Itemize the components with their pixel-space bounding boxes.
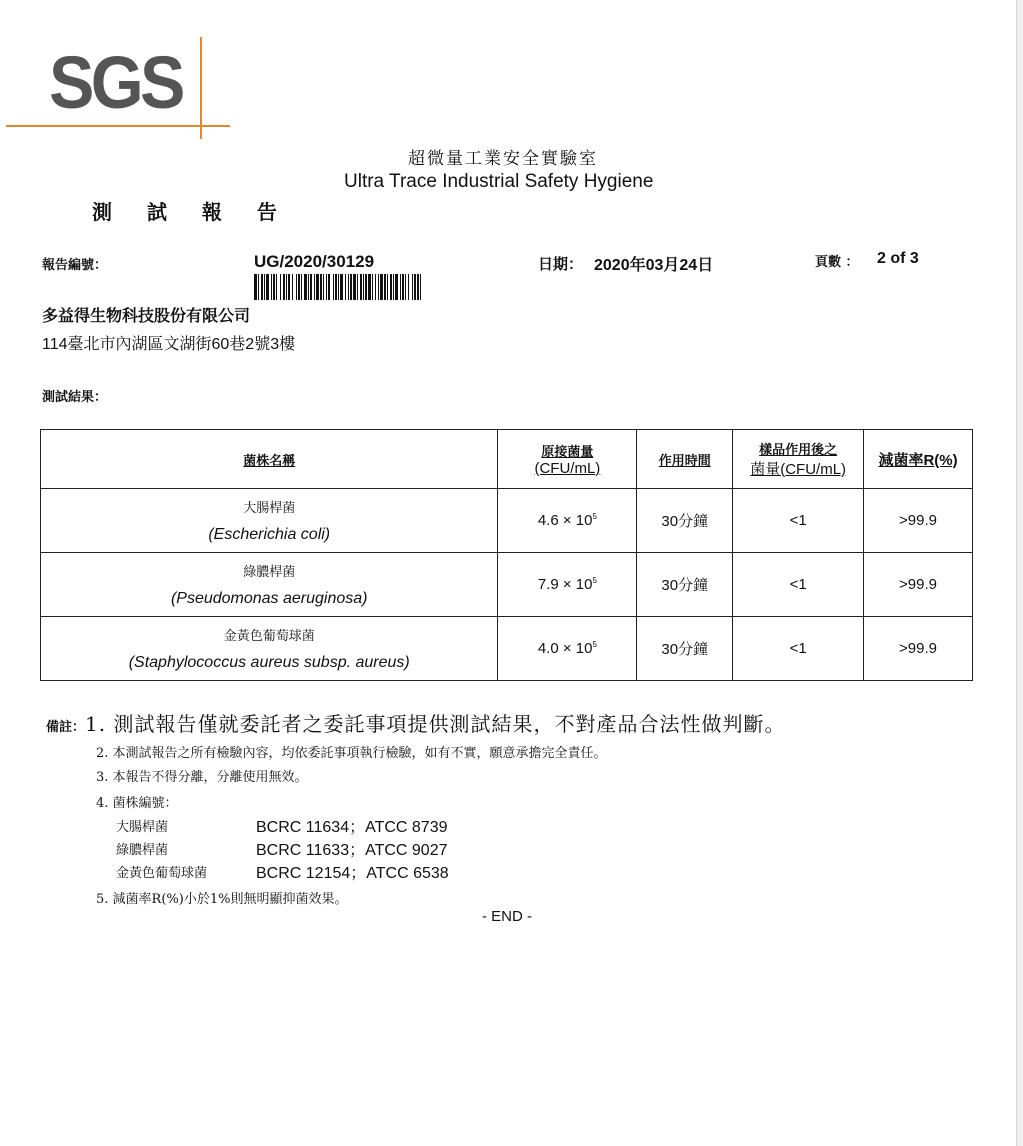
strain-name-zh: 綠膿桿菌 xyxy=(243,565,296,580)
note-1 xyxy=(46,708,785,737)
initial-count: $4.6 \times 10^5$ xyxy=(498,489,637,553)
contact-time: 30分鐘 xyxy=(637,553,733,617)
strain-code-name: 綠膿桿菌 xyxy=(116,843,169,858)
client-name: 多益得生物科技股份有限公司 xyxy=(42,308,251,325)
strain-name-zh: 大腸桿菌 xyxy=(243,501,296,516)
page-edge xyxy=(1016,0,1023,1146)
note-4: 4. 菌株編號： xyxy=(96,796,178,811)
table-row xyxy=(41,553,973,617)
strain-code-name: 金黃色葡萄球菌 xyxy=(116,866,208,881)
page-label: 頁數 ： xyxy=(815,255,859,270)
initial-count: $7.9 \times 10^5$ xyxy=(498,553,637,617)
report-no: UG/2020/30129 xyxy=(254,252,375,271)
report-date: 2020年03月24日 xyxy=(594,257,714,274)
header-strain: 菌株名稱 xyxy=(41,430,498,489)
strain-code-row xyxy=(116,816,448,836)
strain-code-row xyxy=(116,862,449,882)
notes-label: 備註： xyxy=(46,720,86,735)
results-table xyxy=(40,429,973,681)
strain-name-latin: (Staphylococcus aureus subsp. aureus) xyxy=(128,654,410,671)
note-5: 5. 減菌率R(%)小於1%則無明顯抑菌效果。 xyxy=(96,892,348,907)
strain-cell xyxy=(41,489,498,553)
header-rate: 減菌率R(%) xyxy=(864,430,973,489)
strain-code-value: BCRC 12154；ATCC 6538 xyxy=(256,865,449,882)
header-initial: 原接菌量 (CFU/mL) xyxy=(498,430,637,489)
reduction-rate: >99.9 xyxy=(864,553,973,617)
sgs-logo: SGS xyxy=(49,41,182,124)
lab-name-en: Ultra Trace Industrial Safety Hygiene xyxy=(344,171,654,192)
table-row xyxy=(41,489,973,553)
report-no-label: 報告編號： xyxy=(42,258,108,273)
reduction-rate: >99.9 xyxy=(864,617,973,681)
table-row xyxy=(41,617,973,681)
logo-horizontal-rule xyxy=(6,125,230,127)
note-2: 2. 本測試報告之所有檢驗內容，均依委託事項執行檢驗，如有不實，願意承擔完全責任。 xyxy=(96,746,607,761)
after-count: <1 xyxy=(733,617,864,681)
initial-count: $4.0 \times 10^5$ xyxy=(498,617,637,681)
contact-time: 30分鐘 xyxy=(637,489,733,553)
table-header-row xyxy=(41,430,973,489)
strain-code-value: BCRC 11633；ATCC 9027 xyxy=(256,842,448,859)
strain-code-row xyxy=(116,839,448,859)
page-number: 2 of 3 xyxy=(877,250,919,267)
note-3: 3. 本報告不得分離，分離使用無效。 xyxy=(96,770,308,785)
header-time: 作用時間 xyxy=(637,430,733,489)
client-address: 114臺北市內湖區文湖街60巷2號3樓 xyxy=(42,336,296,353)
reduction-rate: >99.9 xyxy=(864,489,973,553)
strain-name-zh: 金黃色葡萄球菌 xyxy=(223,629,315,644)
strain-cell xyxy=(41,553,498,617)
lab-name-zh: 超微量工業安全實驗室 xyxy=(408,149,598,169)
after-count: <1 xyxy=(733,489,864,553)
after-count: <1 xyxy=(733,553,864,617)
header-after: 樣品作用後之 菌量(CFU/mL) xyxy=(733,430,864,489)
report-title: 測 試 報 告 xyxy=(92,200,291,224)
logo-vertical-rule xyxy=(200,37,202,139)
results-label: 測試結果： xyxy=(42,390,108,405)
note-1-text: 1. 測試報告僅就委託者之委託事項提供測試結果，不對產品合法性做判斷。 xyxy=(85,712,786,736)
strain-name-latin: (Escherichia coli) xyxy=(208,526,331,543)
contact-time: 30分鐘 xyxy=(637,617,733,681)
strain-cell xyxy=(41,617,498,681)
barcode xyxy=(254,274,614,300)
date-label: 日期： xyxy=(538,256,584,273)
strain-code-value: BCRC 11634；ATCC 8739 xyxy=(256,819,448,836)
strain-name-latin: (Pseudomonas aeruginosa) xyxy=(170,590,368,607)
strain-code-name: 大腸桿菌 xyxy=(116,820,169,835)
end-marker: - END - xyxy=(482,908,532,925)
